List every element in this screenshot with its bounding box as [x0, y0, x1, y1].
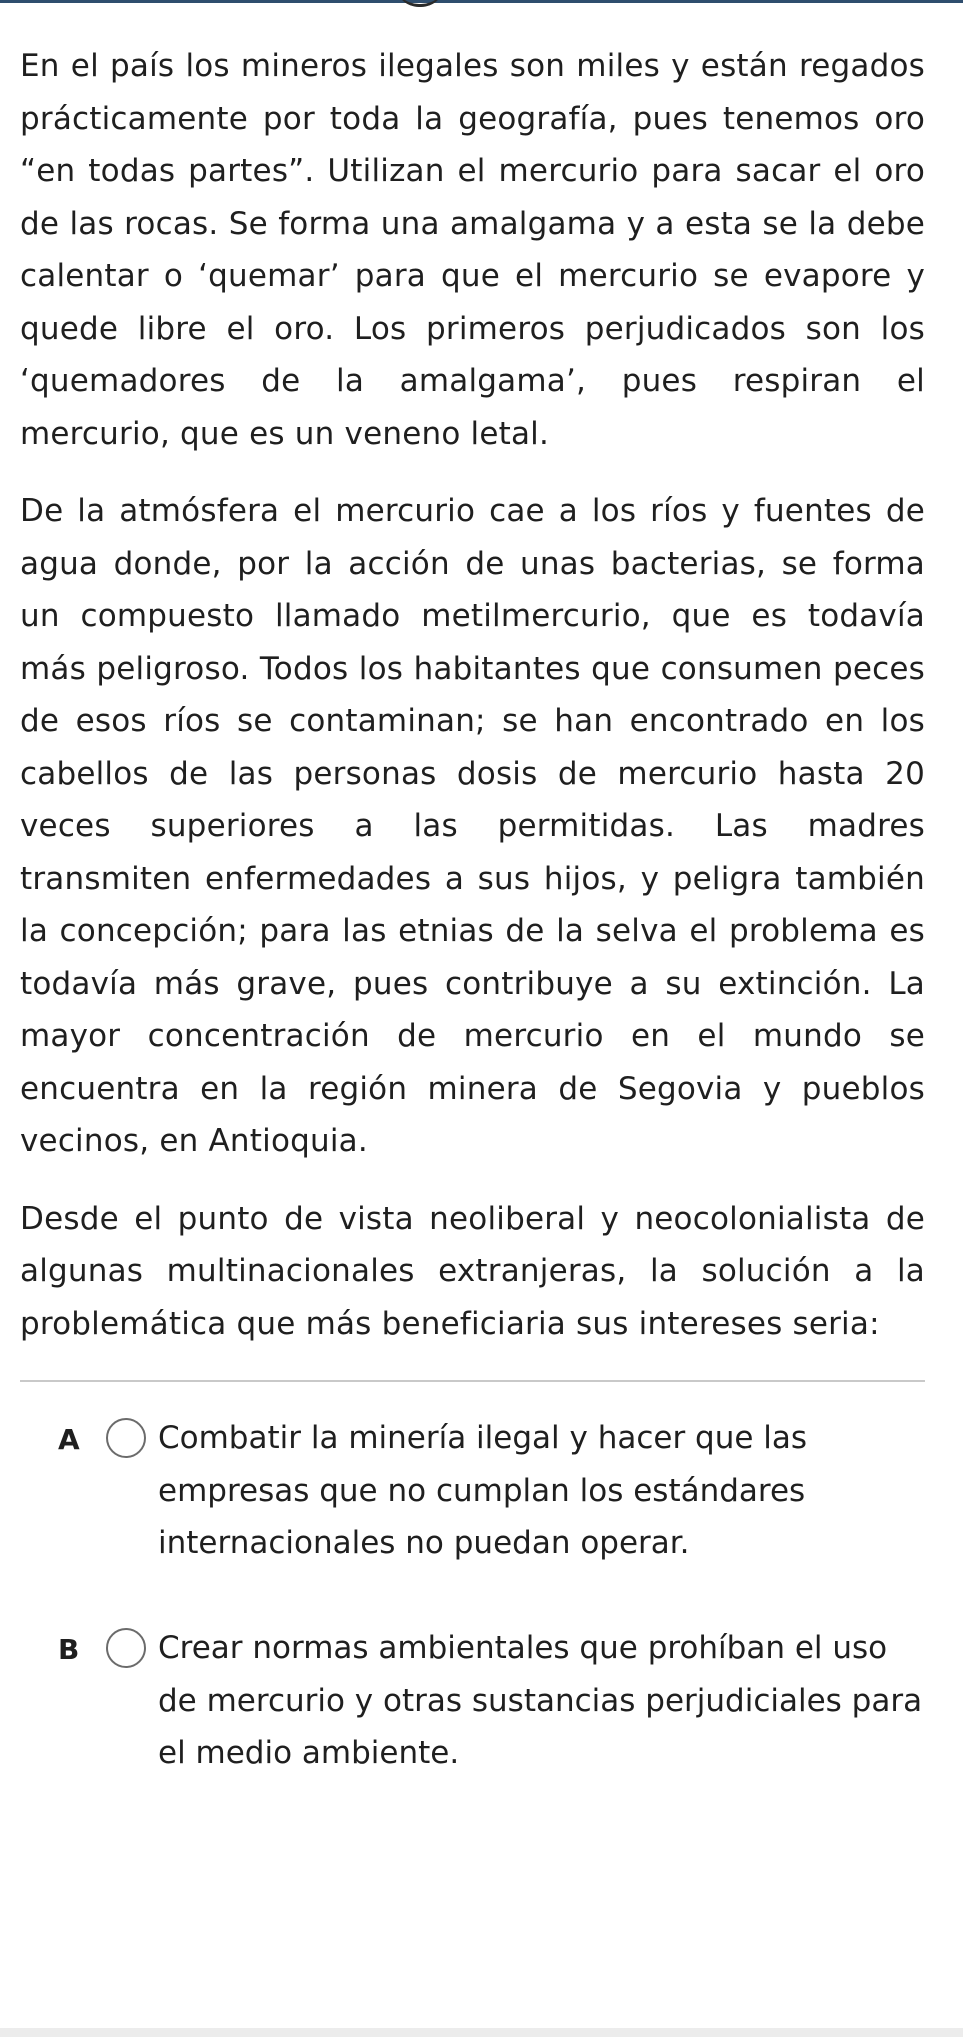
- option-text: Crear normas ambientales que prohíban el uso de mercurio y otras sustancias perjudiciales para el medio ambiente.: [158, 1630, 923, 1771]
- radio-button-a[interactable]: [106, 1418, 146, 1458]
- top-border: [0, 0, 963, 3]
- option-letter: A: [58, 1423, 80, 1456]
- answer-options: [20, 1412, 925, 1782]
- option-letter: B: [58, 1633, 80, 1666]
- divider: [20, 1380, 925, 1382]
- radio-button-b[interactable]: [106, 1628, 146, 1668]
- question-prompt: Desde el punto de vista neoliberal y neocolonialista de algunas multinacionales extranjeras, la solución a la problemática que más beneficiaria sus intereses seria:: [20, 1200, 925, 1342]
- option-text: Combatir la minería ilegal y hacer que las empresas que no cumplan los estándares internacionales no puedan operar.: [158, 1420, 808, 1561]
- bottom-bar: [0, 2028, 963, 2037]
- option-b[interactable]: [20, 1622, 925, 1782]
- option-a[interactable]: [20, 1412, 925, 1572]
- passage-paragraph-2: De la atmósfera el mercurio cae a los ríos y fuentes de agua donde, por la acción de unas bacterias, se forma un compuesto llamado metilmercurio, que es todavía más peligroso. Todos los habitantes que consumen peces de esos ríos se contaminan; se han encontrado en los cabellos de las personas dosis de mercurio hasta 20 veces superiores a las permitidas. Las madres transmiten enfermedades a sus hijos, y peligra también la concepción; para las etnias de la selva el problema es todavía más grave, pues contribuye a su extinción. La mayor concentración de mercurio en el mundo se encuentra en la región minera de Segovia y pueblos vecinos, en Antioquia.: [20, 493, 925, 1159]
- passage-paragraph-1: En el país los mineros ilegales son miles y están regados prácticamente por toda la geografía, pues tenemos oro “en todas partes”. Utilizan el mercurio para sacar el oro de las rocas. Se forma una amalgama y a esta se la debe calentar o ‘quemar’ para que el mercurio se evapore y quede libre el oro. Los primeros perjudicados son los ‘quemadores de la amalgama’, pues respiran el mercurio, que es un veneno letal.: [20, 48, 925, 452]
- reading-content: [20, 40, 925, 1782]
